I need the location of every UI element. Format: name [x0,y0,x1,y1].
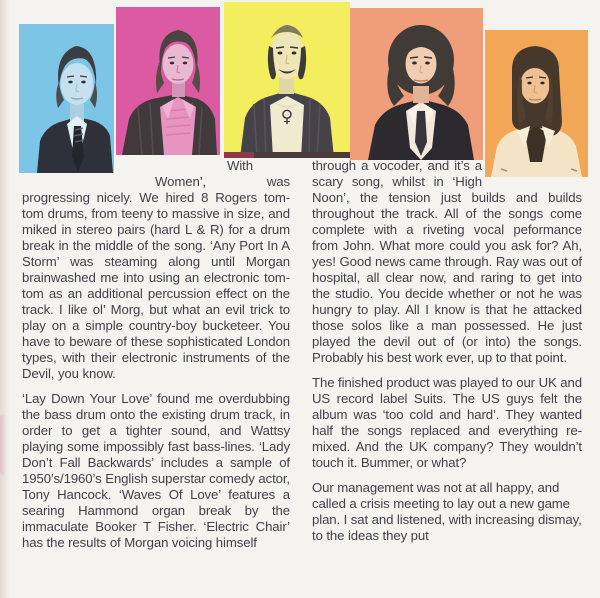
right-paragraph-3-text: Our management was not at all happy, and called a crisis meeting to lay out a new game plan. I sat and listened, with increasing dismay, to the ideas they put [312,480,582,543]
portrait-illustration-4 [350,8,483,160]
left-paragraph-2-text: ‘Lay Down Your Love’ found me overdubbing the bass drum onto the existing drum track, in order to get a tighter sound, and Wattsy playing some impossibly fast bass-lines. ‘Lady Don’t Fall Backwards’ includes a sample of 1950’s/1960’s English superstar comedy actor, Tony Hancock. ‘Waves Of Love’ features a searing Hammond organ break by the immaculate Booker T Fisher. ‘Electric Chair’ has the results of Morgan voicing himself [22,391,290,550]
scan-edge-artifact [0,0,10,598]
band-member-photo-4 [350,8,483,160]
portrait-illustration-5 [485,30,588,177]
left-paragraph-1 [22,158,290,382]
left-text-column [22,158,290,560]
portrait-illustration-3 [224,2,350,158]
band-member-photo-1 [19,24,114,173]
band-member-photo-3 [224,2,350,158]
right-paragraph-2-text: The finished product was played to our UK and US record label Suits. The US guys felt the album was ‘too cold and hard’. They wanted half the songs replaced and everything re-mixed. And the UK company? They wouldn’t touch it. Bummer, or what? [312,375,582,470]
right-paragraph-2 [312,375,582,471]
left-paragraph-2 [22,391,290,551]
band-member-photo-5 [485,30,588,177]
venus-symbol: ♀ [280,107,294,127]
right-paragraph-1-text: through a vocoder, and it’s a scary song, whilst in ‘High Noon’, the tension just builds and builds throughout the track. All of the songs come complete with a riveting vocal peformance from John. What more could you ask for? Ah, yes! Good news came through. Ray was out of hospital, all clear now, and raring to get into the studio. You decide whether or not he was hungry to play. All I know is that he attacked those solos like a man possessed. He just played the devil out of (or into) the songs. Probably his best work ever, up to that point. [312,158,582,365]
left-paragraph-1-text: With Women’, was progressing nicely. We hired 8 Rogers tom-tom drums, from teeny to massive in size, and miked in stereo pairs (hard L & R) for a drum break in the middle of the song. ‘Any Port In A Storm’ was steaming along until Morgan brainwashed me into using an electronic tom-tom as an additional percussion effect on the track. I like ol’ Morg, but what an evil trick to play on a simple country-boy bucketeer. You have to beware of these sophisticated London types, with their electronic instruments of the Devil, you know. [22,158,290,381]
band-member-photo-2 [116,7,220,155]
portrait-illustration-1 [19,24,114,173]
text-wrap-spacer [22,174,155,190]
portrait-illustration-2 [116,7,220,155]
text-wrap-spacer [22,158,227,174]
right-paragraph-3 [312,480,582,544]
right-text-column [312,158,582,553]
text-wrap-spacer [482,158,582,190]
right-paragraph-1 [312,158,582,366]
scan-edge-smudge [0,415,6,475]
